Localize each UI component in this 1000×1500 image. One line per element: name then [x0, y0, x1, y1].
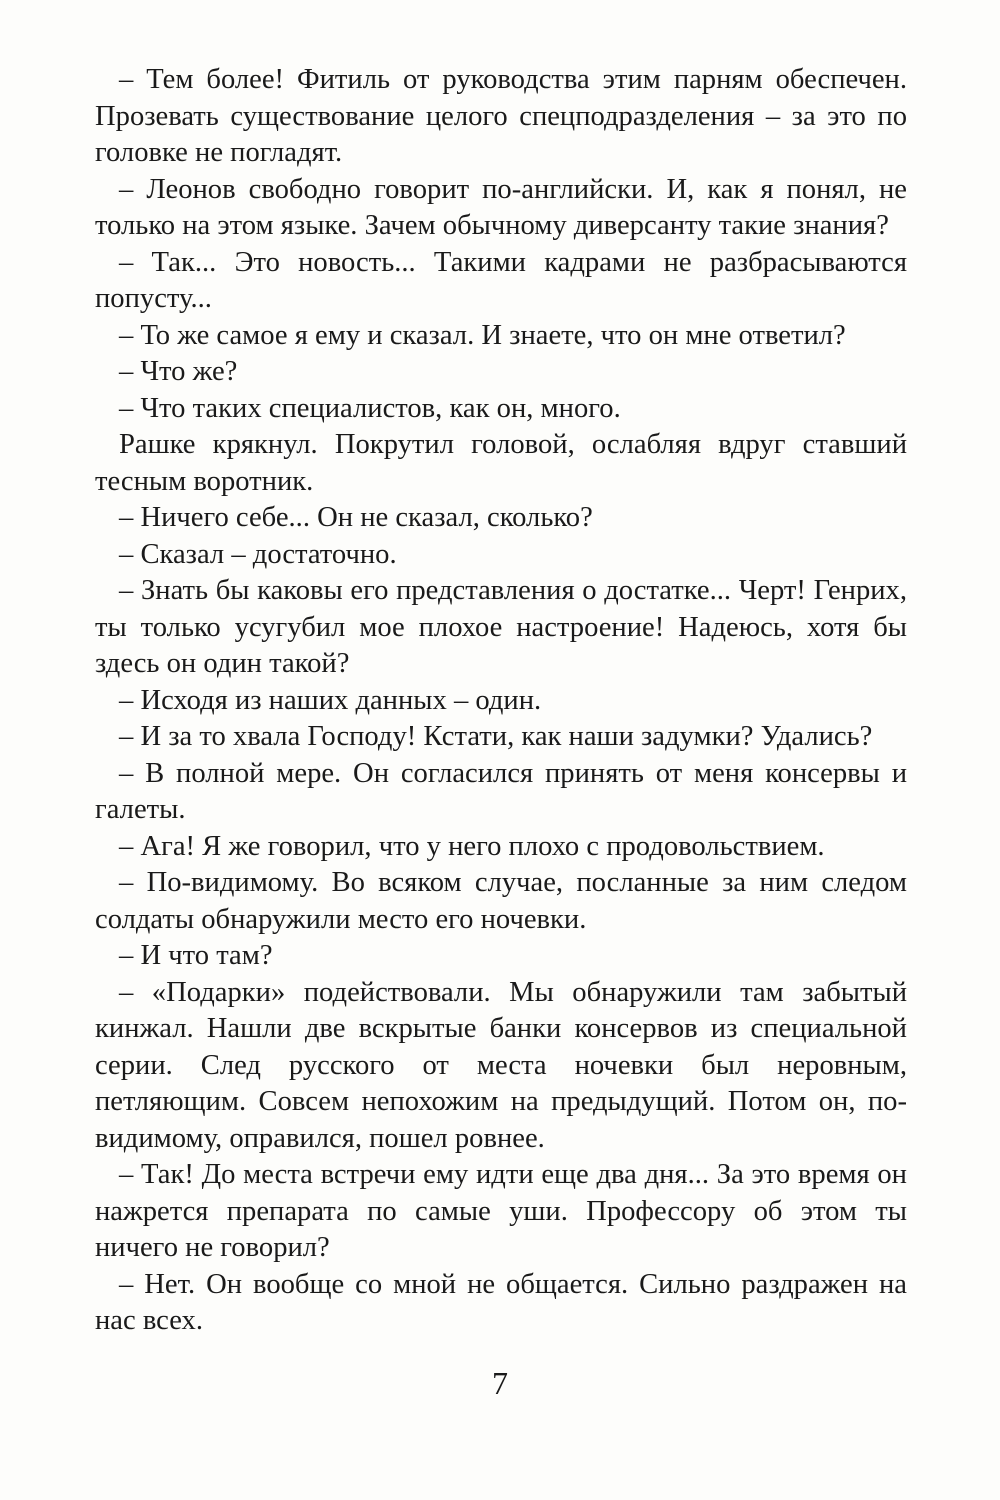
paragraph: – Нет. Он вообще со мной не общается. Сильно раздражен на нас всех.	[95, 1268, 907, 1336]
paragraph: – По-видимому. Во всяком случае, посланные за ним следом солдаты обнаружили место его ночевки.	[95, 867, 907, 935]
paragraph: – Что же?	[119, 356, 238, 387]
page-text-block	[95, 62, 907, 1340]
paragraph: – Ага! Я же говорил, что у него плохо с продовольствием.	[119, 830, 825, 862]
paragraph: – Тем более! Фитиль от руководства этим парням обеспечен. Прозевать существование целого спецподразделения – за это по головке не погладят.	[95, 64, 907, 168]
paragraph: – В полной мере. Он согласился принять от меня консервы и галеты.	[95, 757, 907, 825]
page-number: 7	[492, 1365, 508, 1401]
paragraph: Рашке крякнул. Покрутил головой, ослабляя вдруг ставший тесным воротник.	[95, 429, 907, 497]
paragraph: – То же самое я ему и сказал. И знаете, что он мне ответил?	[119, 319, 846, 351]
paragraph: – «Подарки» подействовали. Мы обнаружили там забытый кинжал. Нашли две вскрытые банки консервов из специальной серии. След русского от места ночевки был неровным, петляющим. Совсем непохожим на предыдущий. Потом он, по-видимому, оправился, пошел ровнее.	[95, 976, 907, 1154]
paragraph: – Так... Это новость... Такими кадрами не разбрасываются попусту...	[95, 246, 907, 314]
paragraph: – Исходя из наших данных – один.	[119, 684, 542, 716]
paragraph: – Ничего себе... Он не сказал, сколько?	[119, 502, 593, 533]
paragraph: – Что таких специалистов, как он, много.	[119, 392, 621, 424]
paragraph: – Так! До места встречи ему идти еще два дня... За это время он нажрется препарата по самые уши. Профессору об этом ты ничего не говорил?	[95, 1159, 907, 1263]
paragraph: – Леонов свободно говорит по-английски. И, как я понял, не только на этом языке. Зачем обычному диверсанту такие знания?	[95, 173, 907, 241]
paragraph: – Сказал – достаточно.	[119, 538, 397, 570]
paragraph: – И что там?	[119, 940, 273, 971]
paragraph: – И за то хвала Господу! Кстати, как наши задумки? Удались?	[119, 721, 873, 752]
paragraph: – Знать бы каковы его представления о достатке... Черт! Генрих, ты только усугубил мое плохое настроение! Надеюсь, хотя бы здесь он один такой?	[95, 575, 907, 679]
